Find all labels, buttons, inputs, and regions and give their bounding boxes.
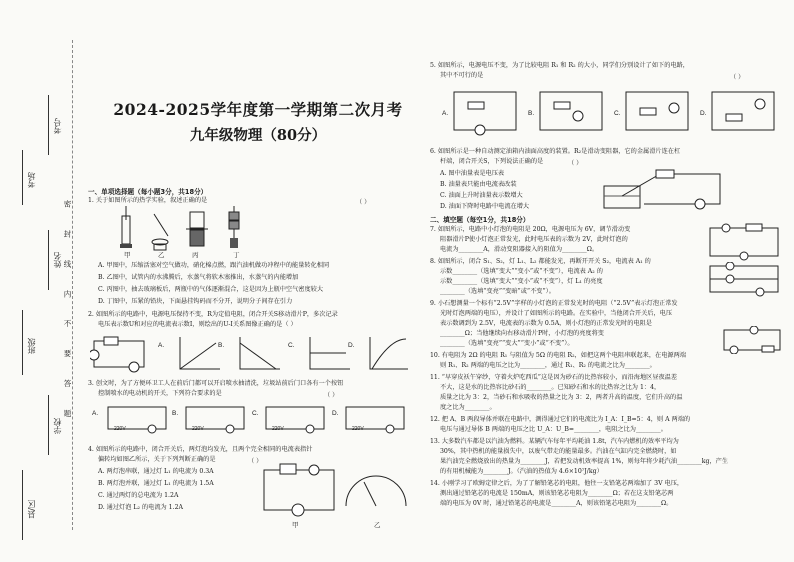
q5-stem-2: 其中不可行的是	[440, 72, 484, 79]
q14-line-3: 端的电压为 0V 时，通过铅笔芯的电流是________A，则该铅笔芯电阻为________Ω。	[440, 500, 673, 507]
county-label: 县/区	[27, 500, 36, 519]
q9-line-2: 光时灯泡两端的电压），并设计了如图所示的电路。在实验中，当他闭合开关后，电压	[440, 310, 673, 317]
q7-figure	[706, 222, 784, 262]
left-column	[88, 0, 420, 562]
q4-stem-2: 偏转均如图乙所示，关于下列判断正确的是	[98, 456, 216, 463]
q4-option-c: C. 通过两灯的总电流为 1.2A	[98, 492, 179, 499]
q4-option-d: D. 通过灯泡 L₂ 的电流为 1.2A	[98, 504, 183, 511]
q5-option-d: D.	[700, 110, 707, 117]
q2-option-c: C.	[288, 342, 295, 349]
q5-option-c: C.	[614, 110, 621, 117]
exam-title: 2024-2025学年度第一学期第二次月考	[113, 100, 403, 119]
name-label: 姓名	[53, 252, 62, 268]
exam-subtitle: 九年级物理（80分）	[189, 127, 327, 144]
q11-line-2: 不大，这是水的比热容比砂石的________。已知砂石和水的比热容之比为 1：4，	[440, 384, 661, 391]
q3-stem: 3. 创文时，为了方便环卫工人在前后门都可以开启喷水抽清洗，垃圾站前后门口各有一个按钮	[88, 380, 344, 387]
q4-option-a: A. 两灯泡串联，通过灯 L₁ 的电流为 0.3A	[98, 468, 214, 475]
q2-option-d: D.	[348, 342, 355, 349]
q7-line-2: 阻器滑片P使小灯泡正常发光，此时电压表的示数为 2V，此时灯泡的	[440, 236, 628, 243]
q9-line-4: ________Ω；当他继续向右移动滑片P时，小灯泡的亮度将变	[440, 330, 604, 337]
q6-paren: （ ）	[568, 160, 583, 167]
q11-line-4: 度之比为________。	[440, 404, 496, 411]
q9-line-3: 表示数调到为 2.5V，电流表的示数为 0.5A，则小灯泡的正常发光时的电阻是	[440, 320, 652, 327]
school-label: 学校	[53, 418, 62, 434]
q5-option-b: B.	[528, 110, 535, 117]
q2-figure	[90, 333, 410, 375]
q14-line-1: 14. 小刚学习了欧姆定律之后，为了了解铅笔芯的电阻，他往一支铅笔芯两端加了 3V 电压，	[430, 480, 684, 487]
q6-figure	[600, 166, 750, 212]
q6-option-a: A. 图中油量表是电压表	[440, 170, 505, 177]
county-line	[22, 470, 23, 540]
q11-line-3: 质量之比为 3：2，当砂石和水吸收的热量之比为 3：2，两者升高的温度，它们升高的温	[440, 394, 683, 401]
q6-stem: 6. 如图所示是一种自动测定油箱内油面高度的装置。R₂是滑动变阻器，它的金属滑片连在杠	[430, 148, 681, 155]
q12-line-1: 12. 把 A、B 两段导体并联在电路中，测得通过它们的电流比为 I_A：I_B=5：4，则 A 两端的	[430, 416, 691, 423]
q3-option-a: A.	[92, 410, 99, 417]
right-column	[430, 0, 786, 562]
q11-line-1: 11. “早穿皮袄午穿纱，守着火炉吃西瓜”这是因为砂石的比热容较小，而沿海地区昼夜温差	[430, 374, 678, 381]
section2-heading: 二、填空题（每空1分，共18分）	[430, 216, 530, 224]
q2-option-a: A.	[158, 342, 165, 349]
q8-line-4: ________（选填“变亮”“变暗”或“不变”）。	[440, 288, 555, 295]
exam-no-label: 考号	[53, 118, 62, 134]
q8-figure	[706, 262, 784, 298]
q5-option-a: A.	[442, 110, 449, 117]
q1-stem: 1. 关于如图所示的热学实验，叙述正确的是	[88, 197, 208, 204]
q3-supply-a: 220V	[114, 426, 126, 432]
q13-line-3: 果汽油完全燃烧放出的热量为________J，若把发动机效率提高 1%，则每年将少耗汽油________kg，产生	[440, 458, 729, 465]
q10-line-2: 则 R₁、R₂ 两端的电压之比为________，通过 R₁、R₂ 的电流之比为________。	[440, 362, 656, 369]
class-label: 班级	[27, 338, 36, 354]
q9-figure	[720, 326, 784, 354]
seal-text: 密 封 线 内 不 要 答 题	[63, 200, 72, 427]
q1-fig-label-d: 丁	[233, 252, 240, 259]
exam-room-line	[22, 150, 23, 205]
q9-line-1: 9. 小石想测量一个标有“2.5V”字样的小灯泡的正常发光时的电阻（“2.5V”表示灯泡正常发	[430, 300, 678, 307]
school-line	[48, 395, 49, 455]
q6-stem-2: 杆端，闭合开关S，下列说法正确的是	[440, 158, 544, 165]
q13-line-1: 13. 大多数汽车都是以汽油为燃料。某辆汽车每年平均耗油 1.8t，汽车内燃机的效率平均为	[430, 438, 679, 445]
q3-paren: （ ）	[324, 392, 339, 399]
q14-line-2: 测出通过铅笔芯的电流是 150mA，则该铅笔芯电阻为________Ω；若在这支铅笔芯两	[440, 490, 674, 497]
q8-line-1: 8. 如图所示，闭合 S₁、S₂，灯 L₁、L₂ 都能发光，再断开开关 S₂，电流表 A₁ 的	[430, 258, 651, 265]
q3-figure	[102, 401, 412, 437]
q4-stem: 4. 如图所示的电路中，闭合开关后，两灯泡均发光，且两个完全相同的电流表指针	[88, 446, 313, 453]
q3-option-d: D.	[332, 410, 339, 417]
q1-fig-label-a: 甲	[124, 252, 131, 259]
q3-stem-2: 控制喷水的电动机的开关，下列符合要求的是	[98, 390, 222, 397]
q2-stem: 2. 如图所示的电路中，电源电压保持不变，R为定值电阻，闭合开关S移动滑片P，多次记录	[88, 311, 338, 318]
q13-line-2: 30%，其中热机的能量损失中，以废气带走的能量最多。汽油在气缸内完全燃烧时，如	[440, 448, 677, 455]
q12-line-2: 电压与通过导体 B 两端的电压之比 U_A：U_B=________，电阻之比为________。	[440, 426, 667, 433]
q1-option-b: B. 乙图中，试管内的水沸腾后，水蒸气将软木塞推出，水蒸气的内能增加	[98, 274, 299, 281]
q4-option-b: B. 两灯泡并联，通过灯 L₁ 的电流为 1.5A	[98, 480, 214, 487]
q4-paren: （ ）	[248, 458, 263, 465]
q7-line-3: 电流为________A，滑动变阻器接入的阻值为________Ω。	[440, 246, 599, 253]
q2-option-b: B.	[218, 342, 225, 349]
q6-option-d: D. 油面下降时电路中电流在增大	[440, 203, 530, 210]
q9-line-5: ________（选填“变亮”“变大”“变小”或“不变”）。	[440, 340, 574, 347]
q3-supply-c: 220V	[272, 426, 284, 432]
q4-fig-label-b: 乙	[374, 522, 381, 529]
q6-option-b: B. 油量表只能由电流表改装	[440, 181, 517, 188]
name-line	[48, 230, 49, 290]
binding-strip	[0, 0, 90, 562]
q4-fig-label-a: 甲	[292, 522, 299, 529]
q3-supply-b: 220V	[192, 426, 204, 432]
q7-line-1: 7. 如图所示，电路中小灯泡的电阻是 20Ω，电源电压为 6V，调节滑动变	[430, 226, 631, 233]
exam-no-line	[48, 95, 49, 155]
q6-option-c: C. 油面上升时油量表示数增大	[440, 192, 523, 199]
q1-option-a: A. 甲图中，压缩活塞对空气做功，硝化棉点燃，跟汽油机做功冲程中的能量转化相同	[98, 262, 330, 269]
q1-fig-label-c: 丙	[192, 252, 199, 259]
q3-option-b: B.	[172, 410, 179, 417]
q5-stem: 5. 如图所示，电源电压不变，为了比较电阻 R₁ 和 R₂ 的大小，同学们分别设计了如下的电路，	[430, 62, 689, 69]
q2-stem-2: 电压表示数U和对应的电流表示数I，则绘出的U-I关系图像正确的是（ ）	[98, 321, 297, 328]
q1-option-c: C. 丙图中，抽去玻璃板后，两瓶中的气体逐渐混合，这是因为上瓶中空气密度较大	[98, 286, 324, 293]
class-line	[22, 310, 23, 375]
q1-paren: （ ）	[356, 199, 371, 206]
section1-heading: 一、单项选择题（每小题3分，共18分）	[88, 188, 208, 196]
q4-figure	[260, 462, 410, 526]
q1-fig-label-b: 乙	[158, 252, 165, 259]
exam-room-label: 考场	[27, 172, 36, 188]
q1-figure	[116, 206, 266, 258]
q3-supply-d: 220V	[352, 426, 364, 432]
q10-line-1: 10. 有电阻为 2Ω 的电阻 R₁ 与阻值为 5Ω 的电阻 R₂，如把这两个电阻串联起来，在电源两端	[430, 352, 686, 359]
q3-option-c: C.	[252, 410, 259, 417]
q8-line-3: 示数________（选填“变大”“变小”或“不变”），灯 L₁ 的亮度	[440, 278, 603, 285]
q1-option-d: D. 丁图中，压紧的铅块，下面悬挂钩码而不分开，说明分子间存在引力	[98, 298, 293, 305]
q5-paren: （ ）	[730, 74, 745, 81]
q8-line-2: 示数________（选填“变大”“变小”或“不变”），电流表 A₂ 的	[440, 268, 603, 275]
q13-line-4: 的有用机械能为________J。（汽油的热值为 4.6×10⁷J/kg）	[440, 468, 603, 475]
